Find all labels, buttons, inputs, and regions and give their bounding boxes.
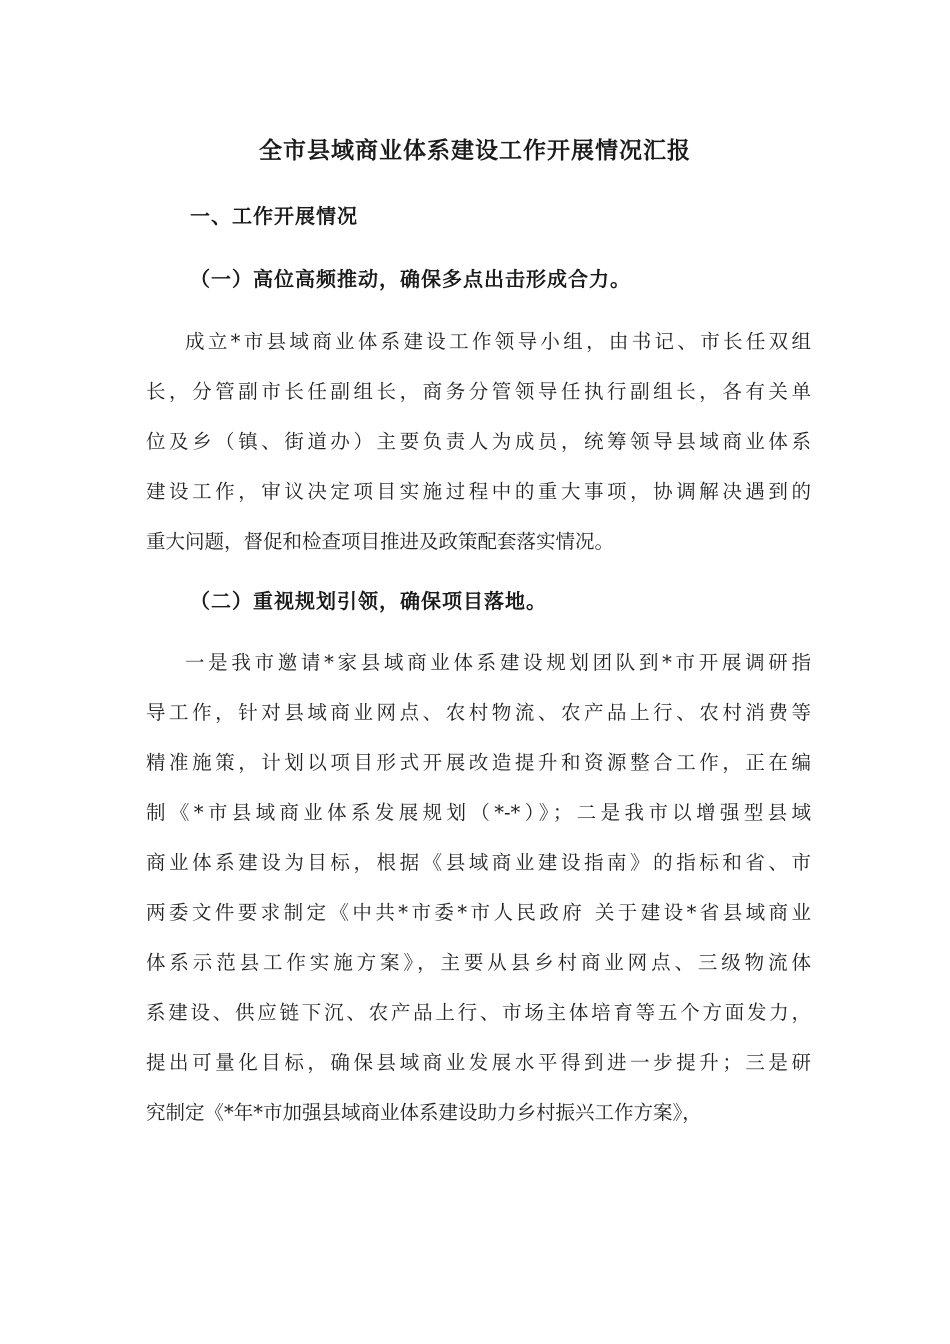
- paragraph-line: 精准施策，计划以项目形式开展改造提升和资源整合工作，正在编: [146, 751, 811, 774]
- paragraph-line: 建设工作，审议决定项目实施过程中的重大事项，协调解决遇到的: [146, 480, 811, 503]
- section-heading-work-progress: 一、工作开展情况: [190, 204, 358, 228]
- paragraph-planning: [146, 638, 811, 1138]
- paragraph-line: 成立*市县域商业体系建设工作领导小组，由书记、市长任双组: [185, 330, 811, 353]
- paragraph-line: 商业体系建设为目标，根据《县域商业建设指南》的指标和省、市: [146, 851, 811, 874]
- document-title: 全市县域商业体系建设工作开展情况汇报: [259, 137, 691, 164]
- subsection-heading-2: （二）重视规划引领，确保项目落地。: [190, 589, 547, 613]
- paragraph-line: 一是我市邀请*家县域商业体系建设规划团队到*市开展调研指: [185, 651, 811, 674]
- paragraph-line: 导工作，针对县域商业网点、农村物流、农产品上行、农村消费等: [146, 701, 811, 724]
- paragraph-line: 重大问题，督促和检查项目推进及政策配套落实情况。: [146, 530, 615, 553]
- paragraph-line: 究制定《*年*市加强县域商业体系建设助力乡村振兴工作方案》，: [146, 1101, 702, 1124]
- paragraph-line: 位及乡（镇、街道办）主要负责人为成员，统筹领导县域商业体系: [146, 430, 811, 453]
- paragraph-leadership-group: [146, 317, 811, 567]
- paragraph-line: 制《*市县域商业体系发展规划（*-*）》；二是我市以增强型县域: [146, 801, 811, 824]
- paragraph-line: 体系示范县工作实施方案》，主要从县乡村商业网点、三级物流体: [146, 951, 811, 974]
- paragraph-line: 长，分管副市长任副组长，商务分管领导任执行副组长，各有关单: [146, 380, 811, 403]
- paragraph-line: 两委文件要求制定《中共*市委*市人民政府 关于建设*省县域商业: [146, 901, 811, 924]
- paragraph-line: 系建设、供应链下沉、农产品上行、市场主体培育等五个方面发力，: [146, 1001, 811, 1024]
- subsection-heading-1: （一）高位高频推动，确保多点出击形成合力。: [190, 267, 631, 291]
- paragraph-line: 提出可量化目标，确保县域商业发展水平得到进一步提升；三是研: [146, 1051, 811, 1074]
